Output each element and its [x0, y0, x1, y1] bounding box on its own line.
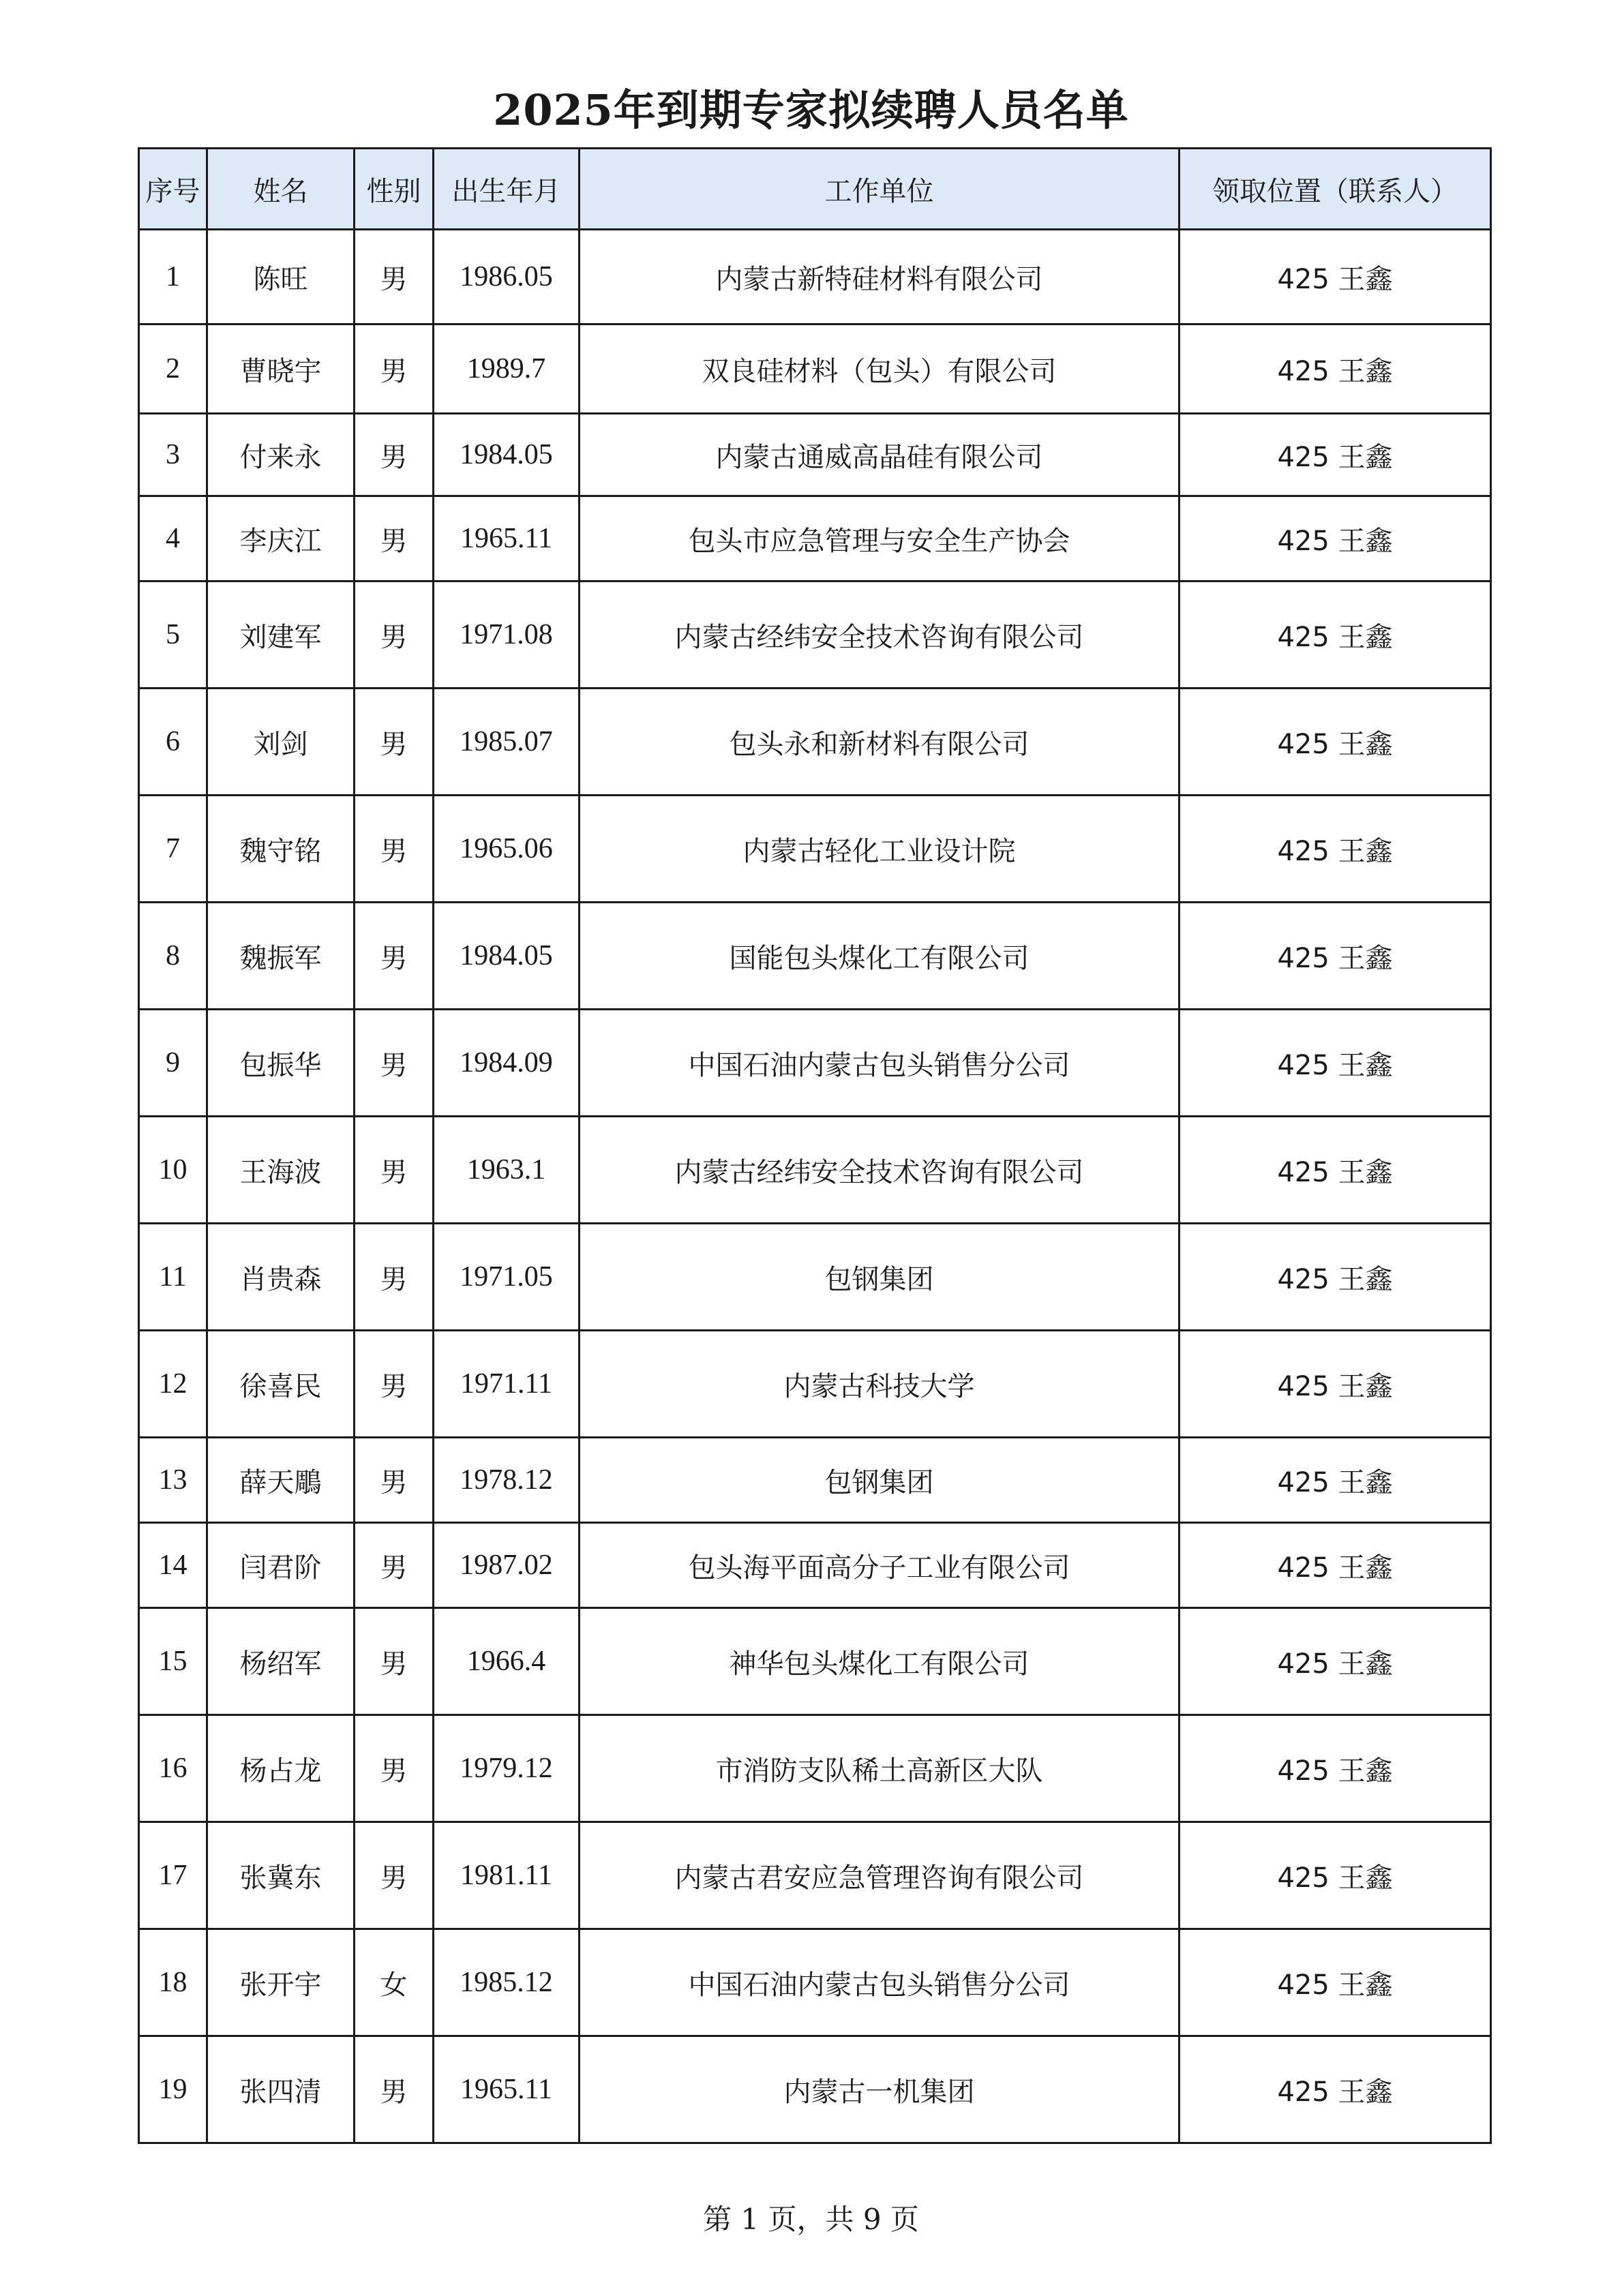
- cell-gender: 男: [355, 1715, 434, 1822]
- cell-seq: 12: [139, 1331, 207, 1438]
- cell-gender: 男: [355, 1822, 434, 1929]
- cell-employer: 包头海平面高分子工业有限公司: [580, 1523, 1180, 1608]
- cell-employer: 包钢集团: [580, 1438, 1180, 1523]
- cell-seq: 18: [139, 1929, 207, 2036]
- cell-seq: 9: [139, 1010, 207, 1117]
- table-row: [139, 903, 1491, 1010]
- cell-pickup: 425 王鑫: [1180, 1010, 1491, 1117]
- cell-employer: 包钢集团: [580, 1224, 1180, 1331]
- cell-name: 刘建军: [207, 581, 355, 689]
- cell-employer: 内蒙古轻化工业设计院: [580, 796, 1180, 903]
- cell-birth: 1984.05: [434, 903, 580, 1010]
- cell-employer: 中国石油内蒙古包头销售分公司: [580, 1929, 1180, 2036]
- cell-pickup: 425 王鑫: [1180, 903, 1491, 1010]
- cell-pickup: 425 王鑫: [1180, 1523, 1491, 1608]
- cell-gender: 男: [355, 1438, 434, 1523]
- cell-seq: 2: [139, 324, 207, 414]
- cell-pickup: 425 王鑫: [1180, 496, 1491, 581]
- cell-gender: 男: [355, 496, 434, 581]
- cell-name: 魏振军: [207, 903, 355, 1010]
- table-row: [139, 1608, 1491, 1715]
- cell-seq: 7: [139, 796, 207, 903]
- cell-pickup: 425 王鑫: [1180, 2036, 1491, 2143]
- cell-employer: 市消防支队稀土高新区大队: [580, 1715, 1180, 1822]
- cell-name: 闫君阶: [207, 1523, 355, 1608]
- table-row: [139, 1010, 1491, 1117]
- header-employer: 工作单位: [580, 149, 1180, 230]
- cell-birth: 1985.07: [434, 689, 580, 796]
- cell-name: 张开宇: [207, 1929, 355, 2036]
- cell-gender: 男: [355, 903, 434, 1010]
- table-row: [139, 496, 1491, 581]
- cell-birth: 1984.05: [434, 414, 580, 496]
- cell-pickup: 425 王鑫: [1180, 324, 1491, 414]
- cell-name: 李庆江: [207, 496, 355, 581]
- cell-gender: 男: [355, 1331, 434, 1438]
- cell-name: 包振华: [207, 1010, 355, 1117]
- cell-birth: 1971.11: [434, 1331, 580, 1438]
- cell-employer: 内蒙古经纬安全技术咨询有限公司: [580, 581, 1180, 689]
- cell-name: 徐喜民: [207, 1331, 355, 1438]
- cell-pickup: 425 王鑫: [1180, 414, 1491, 496]
- cell-birth: 1965.11: [434, 496, 580, 581]
- header-birth: 出生年月: [434, 149, 580, 230]
- header-seq: 序号: [139, 149, 207, 230]
- cell-employer: 双良硅材料（包头）有限公司: [580, 324, 1180, 414]
- cell-seq: 19: [139, 2036, 207, 2143]
- cell-gender: 男: [355, 2036, 434, 2143]
- table-row: [139, 230, 1491, 324]
- table-row: [139, 2036, 1491, 2143]
- cell-employer: 中国石油内蒙古包头销售分公司: [580, 1010, 1180, 1117]
- cell-name: 杨占龙: [207, 1715, 355, 1822]
- header-row: [139, 149, 1491, 230]
- cell-birth: 1971.05: [434, 1224, 580, 1331]
- cell-name: 杨绍军: [207, 1608, 355, 1715]
- table-row: [139, 1224, 1491, 1331]
- cell-birth: 1984.09: [434, 1010, 580, 1117]
- cell-name: 肖贵森: [207, 1224, 355, 1331]
- roster-body: [139, 230, 1491, 2143]
- cell-employer: 神华包头煤化工有限公司: [580, 1608, 1180, 1715]
- table-row: [139, 1523, 1491, 1608]
- cell-seq: 17: [139, 1822, 207, 1929]
- cell-gender: 男: [355, 414, 434, 496]
- table-row: [139, 581, 1491, 689]
- cell-employer: 内蒙古科技大学: [580, 1331, 1180, 1438]
- table-row: [139, 689, 1491, 796]
- cell-employer: 内蒙古一机集团: [580, 2036, 1180, 2143]
- cell-pickup: 425 王鑫: [1180, 1929, 1491, 2036]
- cell-gender: 男: [355, 796, 434, 903]
- cell-seq: 3: [139, 414, 207, 496]
- cell-employer: 内蒙古经纬安全技术咨询有限公司: [580, 1117, 1180, 1224]
- cell-gender: 女: [355, 1929, 434, 2036]
- cell-seq: 15: [139, 1608, 207, 1715]
- cell-pickup: 425 王鑫: [1180, 1608, 1491, 1715]
- cell-seq: 6: [139, 689, 207, 796]
- cell-gender: 男: [355, 1224, 434, 1331]
- cell-pickup: 425 王鑫: [1180, 796, 1491, 903]
- cell-pickup: 425 王鑫: [1180, 230, 1491, 324]
- cell-birth: 1985.12: [434, 1929, 580, 2036]
- cell-gender: 男: [355, 1117, 434, 1224]
- cell-birth: 1966.4: [434, 1608, 580, 1715]
- header-gender: 性别: [355, 149, 434, 230]
- cell-seq: 14: [139, 1523, 207, 1608]
- cell-birth: 1971.08: [434, 581, 580, 689]
- cell-birth: 1965.06: [434, 796, 580, 903]
- cell-birth: 1989.7: [434, 324, 580, 414]
- cell-employer: 包头市应急管理与安全生产协会: [580, 496, 1180, 581]
- cell-pickup: 425 王鑫: [1180, 581, 1491, 689]
- cell-employer: 包头永和新材料有限公司: [580, 689, 1180, 796]
- cell-pickup: 425 王鑫: [1180, 1822, 1491, 1929]
- cell-gender: 男: [355, 230, 434, 324]
- cell-name: 张冀东: [207, 1822, 355, 1929]
- cell-pickup: 425 王鑫: [1180, 1438, 1491, 1523]
- cell-name: 张四清: [207, 2036, 355, 2143]
- cell-gender: 男: [355, 324, 434, 414]
- cell-gender: 男: [355, 1523, 434, 1608]
- cell-pickup: 425 王鑫: [1180, 1117, 1491, 1224]
- table-row: [139, 414, 1491, 496]
- cell-employer: 内蒙古通威高晶硅有限公司: [580, 414, 1180, 496]
- cell-seq: 4: [139, 496, 207, 581]
- cell-employer: 内蒙古新特硅材料有限公司: [580, 230, 1180, 324]
- cell-birth: 1963.1: [434, 1117, 580, 1224]
- cell-seq: 11: [139, 1224, 207, 1331]
- table-row: [139, 1929, 1491, 2036]
- cell-seq: 8: [139, 903, 207, 1010]
- cell-name: 刘剑: [207, 689, 355, 796]
- cell-birth: 1981.11: [434, 1822, 580, 1929]
- cell-name: 薛天鵰: [207, 1438, 355, 1523]
- cell-gender: 男: [355, 1010, 434, 1117]
- cell-birth: 1979.12: [434, 1715, 580, 1822]
- cell-pickup: 425 王鑫: [1180, 1224, 1491, 1331]
- cell-seq: 13: [139, 1438, 207, 1523]
- cell-pickup: 425 王鑫: [1180, 1715, 1491, 1822]
- cell-name: 魏守铭: [207, 796, 355, 903]
- table-row: [139, 1822, 1491, 1929]
- cell-pickup: 425 王鑫: [1180, 1331, 1491, 1438]
- cell-name: 陈旺: [207, 230, 355, 324]
- cell-birth: 1987.02: [434, 1523, 580, 1608]
- cell-pickup: 425 王鑫: [1180, 689, 1491, 796]
- cell-name: 王海波: [207, 1117, 355, 1224]
- roster-table: [138, 147, 1492, 2144]
- table-row: [139, 1117, 1491, 1224]
- page-footer: 第 1 页，共 9 页: [703, 2203, 919, 2236]
- cell-seq: 5: [139, 581, 207, 689]
- cell-seq: 16: [139, 1715, 207, 1822]
- table-row: [139, 324, 1491, 414]
- cell-name: 付来永: [207, 414, 355, 496]
- header-pickup: 领取位置（联系人）: [1180, 149, 1491, 230]
- cell-gender: 男: [355, 1608, 434, 1715]
- page-title: 2025年到期专家拟续聘人员名单: [493, 85, 1129, 135]
- cell-employer: 内蒙古君安应急管理咨询有限公司: [580, 1822, 1180, 1929]
- cell-gender: 男: [355, 581, 434, 689]
- cell-employer: 国能包头煤化工有限公司: [580, 903, 1180, 1010]
- cell-seq: 10: [139, 1117, 207, 1224]
- table-row: [139, 1438, 1491, 1523]
- table-row: [139, 1331, 1491, 1438]
- cell-birth: 1978.12: [434, 1438, 580, 1523]
- cell-seq: 1: [139, 230, 207, 324]
- cell-birth: 1986.05: [434, 230, 580, 324]
- table-row: [139, 1715, 1491, 1822]
- header-name: 姓名: [207, 149, 355, 230]
- table-row: [139, 796, 1491, 903]
- cell-name: 曹晓宇: [207, 324, 355, 414]
- cell-birth: 1965.11: [434, 2036, 580, 2143]
- cell-gender: 男: [355, 689, 434, 796]
